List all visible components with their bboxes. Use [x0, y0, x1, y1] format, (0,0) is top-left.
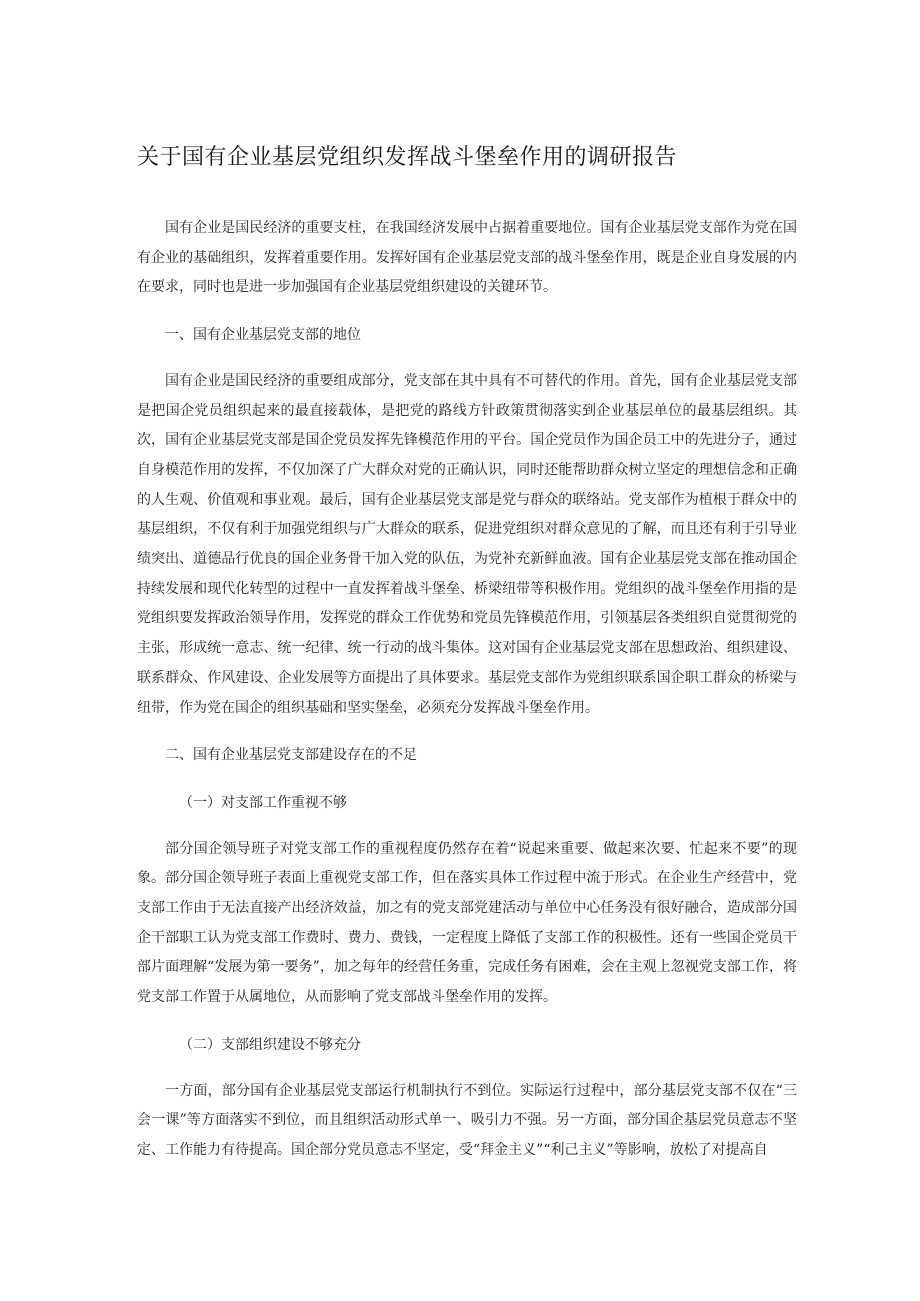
- subsection-2-2-paragraph: 一方面，部分国有企业基层党支部运行机制执行不到位。实际运行过程中，部分基层党支部不仅在“三会一课”等方面落实不到位，而且组织活动形式单一、吸引力不强。另一方面，部分国企基层党员意志不坚定、工作能力有待提高。国企部分党员意志不坚定，受“拜金主义”“利己主义”等影响，放松了对提高自: [137, 1082, 797, 1158]
- document-page: [137, 145, 797, 1166]
- subsection-2-1-heading: （一）对支部工作重视不够: [179, 794, 347, 811]
- document-title: 关于国有企业基层党组织发挥战斗堡垒作用的调研报告: [137, 145, 678, 170]
- section-1-paragraph: 国有企业是国民经济的重要组成部分，党支部在其中具有不可替代的作用。首先，国有企业基层党支部是把国企党员组织起来的最直接载体，是把党的路线方针政策贯彻落实到企业基层单位的最基层组织。其次，国有企业基层党支部是国企党员发挥先锋模范作用的平台。国企党员作为国企员工中的先进分子，通过自身模范作用的发挥，不仅加深了广大群众对党的正确认识，同时还能帮助群众树立坚定的理想信念和正确的人生观、价值观和事业观。最后，国有企业基层党支部是党与群众的联络站。党支部作为植根于群众中的基层组织，不仅有利于加强党组织与广大群众的联系，促进党组织对群众意见的了解，而且还有利于引导业绩突出、道德品行优良的国企业务骨干加入党的队伍，为党补充新鲜血液。国有企业基层党支部在推动国企持续发展和现代化转型的过程中一直发挥着战斗堡垒、桥梁纽带等积极作用。党组织的战斗堡垒作用指的是党组织要发挥政治领导作用，发挥党的群众工作优势和党员先锋模范作用，引领基层各类组织自觉贯彻党的主张，形成统一意志、统一纪律、统一行动的战斗集体。这对国有企业基层党支部在思想政治、组织建设、联系群众、作风建设、企业发展等方面提出了具体要求。基层党支部作为党组织联系国企职工群众的桥梁与纽带，作为党在国企的组织基础和坚实堡垒，必须充分发挥战斗堡垒作用。: [137, 372, 797, 716]
- subsection-2-2-heading: （二）支部组织建设不够充分: [179, 1036, 361, 1053]
- section-2-heading: 二、国有企业基层党支部建设存在的不足: [165, 747, 417, 764]
- subsection-2-1-paragraph: 部分国企领导班子对党支部工作的重视程度仍然存在着“说起来重要、做起来次要、忙起来不要”的现象。部分国企领导班子表面上重视党支部工作，但在落实具体工作过程中流于形式。在企业生产经营中，党支部工作由于无法直接产出经济效益，加之有的党支部党建活动与单位中心任务没有很好融合，造成部分国企干部职工认为党支部工作费时、费力、费钱，一定程度上降低了支部工作的积极性。还有一些国企党员干部片面理解“发展为第一要务”，加之每年的经营任务重，完成任务有困难，会在主观上忽视党支部工作，将党支部工作置于从属地位，从而影响了党支部战斗堡垒作用的发挥。: [137, 840, 797, 1006]
- section-1-heading: 一、国有企业基层党支部的地位: [165, 327, 361, 344]
- intro-paragraph: 国有企业是国民经济的重要支柱，在我国经济发展中占据着重要地位。国有企业基层党支部作为党在国有企业的基础组织，发挥着重要作用。发挥好国有企业基层党支部的战斗堡垒作用，既是企业自身发展的内在要求，同时也是进一步加强国有企业基层党组织建设的关键环节。: [137, 220, 797, 296]
